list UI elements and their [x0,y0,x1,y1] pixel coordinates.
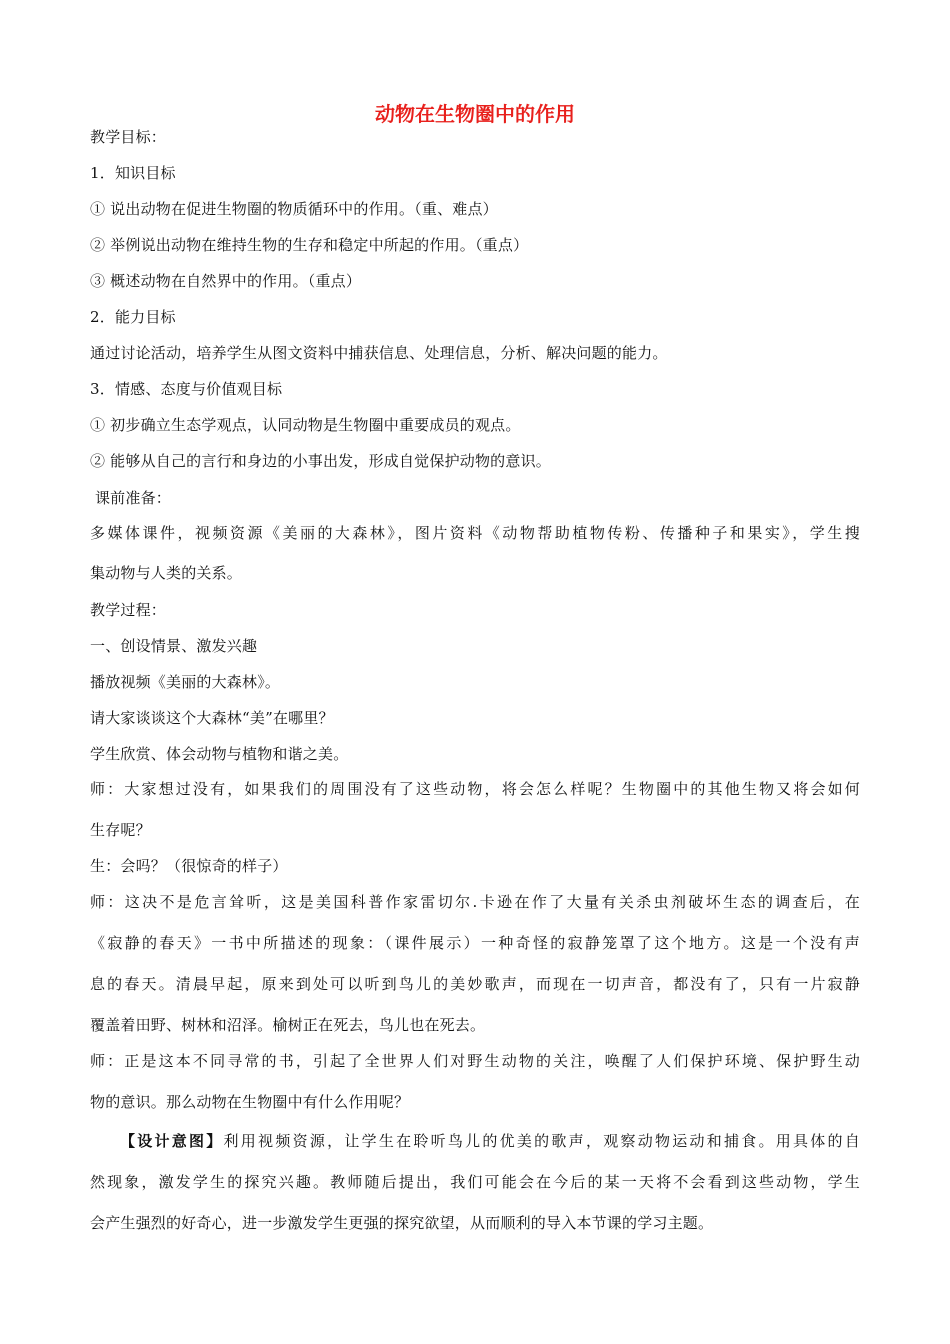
teacher-quote-line: 息的春天。清晨早起，原来到处可以听到鸟儿的美妙歌声，而现在一切声音，都没有了，只有一片寂静 [90,975,860,993]
teacher-closing-line: 师：正是这本不同寻常的书，引起了全世界人们对野生动物的关注，唤醒了人们保护环境、保护野生动 [90,1052,860,1070]
teacher-line: 师：大家想过没有，如果我们的周围没有了这些动物，将会怎么样呢？生物圈中的其他生物又将会如何 [90,780,860,798]
teacher-quote-line: 《寂静的春天》一书中所描述的现象：（课件展示）一种奇怪的寂静笼罩了这个地方。这是一个没有声 [90,934,860,952]
design-intent-line-1 [120,1131,860,1151]
preparation-heading: 课前准备： [90,489,171,507]
teacher-line-cont: 生存呢？ [90,821,151,839]
preparation-text-line-2: 集动物与人类的关系。 [90,564,243,582]
knowledge-goal-heading: 1．知识目标 [90,164,176,182]
design-intent-text: 利用视频资源，让学生在聆听鸟儿的优美的歌声，观察动物运动和捕食。用具体的自 [223,1132,860,1150]
ability-goal-text: 通过讨论活动，培养学生从图文资料中捕获信息、处理信息，分析、解决问题的能力。 [90,344,668,362]
knowledge-goal-1: ① 说出动物在促进生物圈的物质循环中的作用。（重、难点） [90,200,498,218]
document-title: 动物在生物圈中的作用 [375,102,575,126]
teacher-quote-line: 覆盖着田野、树林和沼泽。榆树正在死去，鸟儿也在死去。 [90,1016,486,1034]
teacher-closing-line: 物的意识。那么动物在生物圈中有什么作用呢？ [90,1093,410,1111]
process-line: 播放视频《美丽的大森林》。 [90,673,281,691]
emotion-goal-2: ② 能够从自己的言行和身边的小事出发，形成自觉保护动物的意识。 [90,452,551,470]
design-intent-line: 然现象，激发学生的探究兴趣。教师随后提出，我们可能会在今后的某一天将不会看到这些动物，学生 [90,1173,860,1191]
knowledge-goal-3: ③ 概述动物在自然界中的作用。（重点） [90,272,362,290]
preparation-text-line-1: 多媒体课件，视频资源《美丽的大森林》，图片资料《动物帮助植物传粉、传播种子和果实》，学生搜 [90,524,860,542]
ability-goal-heading: 2．能力目标 [90,308,176,326]
emotion-goal-heading: 3．情感、态度与价值观目标 [90,380,283,398]
process-heading: 教学过程： [90,601,167,619]
process-line: 学生欣赏、体会动物与植物和谐之美。 [90,745,349,763]
section-one-heading: 一、创设情景、激发兴趣 [90,637,258,655]
emotion-goal-1: ① 初步确立生态学观点，认同动物是生物圈中重要成员的观点。 [90,416,521,434]
design-intent-label: 【设计意图】 [120,1132,224,1150]
process-line: 请大家谈谈这个大森林“美”在哪里？ [90,709,334,727]
design-intent-line: 会产生强烈的好奇心，进一步激发学生更强的探究欲望，从而顺利的导入本节课的学习主题。 [90,1214,714,1232]
knowledge-goal-2: ② 举例说出动物在维持生物的生存和稳定中所起的作用。（重点） [90,236,529,254]
teaching-goals-heading: 教学目标： [90,128,167,146]
teacher-quote-line: 师：这决不是危言耸听，这是美国科普作家雷切尔.卡逊在作了大量有关杀虫剂破坏生态的调查后，在 [90,893,860,911]
student-line: 生：会吗？（很惊奇的样子） [90,857,288,875]
